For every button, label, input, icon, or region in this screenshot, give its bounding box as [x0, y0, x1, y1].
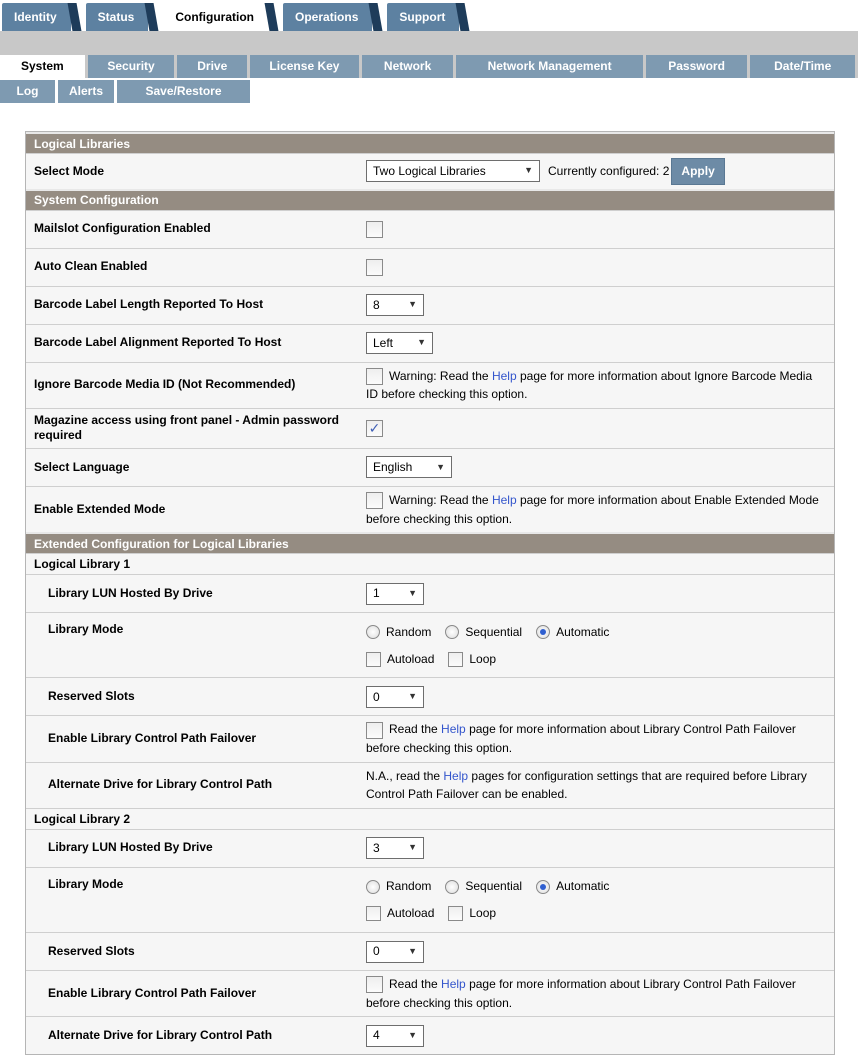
library1-alternate-note-text: N.A., read the	[366, 768, 444, 783]
row-library1-failover	[26, 715, 834, 761]
library1-mode-radios-random[interactable]	[366, 625, 380, 639]
chevron-down-icon: ▼	[417, 337, 426, 348]
select-mode-label: Select Mode	[34, 163, 105, 178]
barcode-alignment-dropdown-select[interactable]	[366, 332, 433, 354]
row-barcode-label-length	[26, 286, 834, 324]
subtab-row-2	[0, 80, 858, 103]
library1-mode-checks	[366, 649, 824, 668]
language-dropdown-value: English	[373, 460, 413, 475]
library2-alternate-drive-control	[366, 1021, 834, 1051]
subtab-network-management[interactable]: Network Management	[456, 55, 642, 78]
row-library2-mode	[26, 867, 834, 932]
ignore-barcode-warning-text: page for more information about Ignore Barcode Media ID before checking this option.	[366, 368, 813, 402]
enable-extended-mode-control	[366, 487, 834, 532]
configuration-table	[25, 131, 835, 1055]
library1-mode-checks-loop-label: Loop	[469, 651, 497, 666]
library1-reserved-dropdown-value: 0	[373, 689, 380, 704]
chevron-down-icon: ▼	[524, 165, 533, 176]
auto-clean-control	[366, 254, 834, 281]
chevron-down-icon: ▼	[408, 1029, 417, 1040]
tab-configuration[interactable]: Configuration	[163, 3, 268, 31]
extended-configuration-header: Extended Configuration for Logical Libraries	[26, 532, 834, 553]
library2-mode-label: Library Mode	[48, 876, 124, 891]
row-magazine-access	[26, 408, 834, 448]
logical-library-2-subheader: Logical Library 2	[26, 808, 834, 829]
library2-mode-radios-random[interactable]	[366, 880, 380, 894]
library1-mode-radios-automatic-label: Automatic	[556, 624, 610, 639]
extended-mode-checkbox[interactable]	[366, 492, 383, 509]
barcode-length-dropdown-select[interactable]	[366, 294, 424, 316]
library2-alternate-drive-label: Alternate Drive for Library Control Path	[48, 1027, 273, 1042]
subtab-band	[0, 31, 858, 78]
library1-mode-checks-autoload-label: Autoload	[387, 651, 435, 666]
row-library1-mode	[26, 612, 834, 677]
library1-failover-note	[366, 722, 796, 755]
select-language-control	[366, 452, 834, 482]
subtab-network[interactable]: Network	[362, 55, 454, 78]
barcode-label-alignment-control	[366, 328, 834, 358]
library2-mode-checks	[366, 904, 824, 923]
library2-lun-control	[366, 833, 834, 863]
library1-lun-dropdown-select[interactable]	[366, 583, 424, 605]
tab-status[interactable]: Status	[86, 3, 149, 31]
row-ignore-barcode-media-id	[26, 362, 834, 408]
help-link[interactable]: Help	[491, 368, 517, 383]
ignore-barcode-media-id-control	[366, 363, 834, 408]
row-library1-lun	[26, 574, 834, 612]
subtab-alerts[interactable]: Alerts	[58, 80, 114, 103]
tab-support[interactable]: Support	[387, 3, 459, 31]
library2-lun-label: Library LUN Hosted By Drive	[48, 840, 213, 855]
barcode-label-length-control	[366, 290, 834, 320]
library1-mode-checks-autoload-checkbox[interactable]	[366, 652, 381, 667]
library1-mode-radios	[366, 622, 824, 641]
library2-reserved-dropdown-select[interactable]	[366, 941, 424, 963]
library1-mode-radios-sequential[interactable]	[445, 625, 459, 639]
library1-mode-control	[366, 613, 834, 677]
subtab-license-key[interactable]: License Key	[250, 55, 359, 78]
tab-operations[interactable]: Operations	[283, 3, 372, 31]
barcode-label-length-label: Barcode Label Length Reported To Host	[34, 297, 264, 312]
subtab-log[interactable]: Log	[0, 80, 55, 103]
library1-mode-checks-loop-checkbox[interactable]	[448, 652, 463, 667]
help-link[interactable]: Help	[441, 722, 466, 737]
auto-clean-checkbox[interactable]	[366, 259, 383, 276]
library2-failover-checkbox[interactable]	[366, 976, 383, 993]
subtab-save-restore[interactable]: Save/Restore	[117, 80, 250, 103]
library2-mode-radios-automatic[interactable]	[536, 880, 550, 894]
library1-alternate-drive-label: Alternate Drive for Library Control Path	[48, 777, 273, 792]
library2-mode-checks-autoload-label: Autoload	[387, 906, 435, 921]
subtab-password[interactable]: Password	[646, 55, 748, 78]
row-enable-extended-mode	[26, 486, 834, 532]
select-mode-dropdown-select[interactable]	[366, 160, 540, 182]
ignore-barcode-warning	[366, 369, 812, 402]
library1-mode-label: Library Mode	[48, 622, 124, 637]
row-library2-reserved-slots	[26, 932, 834, 970]
library1-mode-radios-sequential-label: Sequential	[465, 624, 523, 639]
tab-identity[interactable]: Identity	[2, 3, 71, 31]
library1-reserved-slots-label: Reserved Slots	[48, 689, 135, 704]
help-link[interactable]: Help	[441, 977, 466, 992]
barcode-label-alignment-label: Barcode Label Alignment Reported To Host	[34, 335, 282, 350]
library2-alternate-dropdown-select[interactable]	[366, 1025, 424, 1047]
subtab-drive[interactable]: Drive	[177, 55, 247, 78]
library1-lun-control	[366, 579, 834, 609]
library1-failover-note-text: Read the	[389, 722, 442, 737]
apply-button[interactable]: Apply	[671, 158, 724, 185]
library1-lun-label: Library LUN Hosted By Drive	[48, 585, 213, 600]
chevron-down-icon: ▼	[436, 461, 445, 472]
barcode-length-dropdown-value: 8	[373, 297, 380, 312]
language-dropdown-select[interactable]	[366, 456, 452, 478]
logical-library-1-subheader: Logical Library 1	[26, 553, 834, 574]
library2-mode-radios-sequential-label: Sequential	[465, 879, 523, 894]
library2-mode-radios-automatic-label: Automatic	[556, 879, 610, 894]
row-select-mode	[26, 153, 834, 189]
row-library2-lun	[26, 829, 834, 867]
library1-alternate-note-text: pages for configuration settings that are required before Library Control Path Failover can be enabled.	[366, 768, 807, 802]
select-language-label: Select Language	[34, 459, 130, 474]
help-link[interactable]: Help	[443, 768, 469, 783]
extended-mode-warning-text: page for more information about Enable Extended Mode before checking this option.	[366, 492, 819, 526]
barcode-alignment-dropdown-value: Left	[373, 335, 394, 350]
row-auto-clean	[26, 248, 834, 286]
library2-failover-note-text: Read the	[389, 977, 442, 992]
library2-failover-note	[366, 977, 796, 1010]
library1-failover-label: Enable Library Control Path Failover	[48, 731, 257, 746]
extended-mode-warning-text: Warning: Read the	[389, 492, 492, 507]
row-library1-reserved-slots	[26, 677, 834, 715]
library2-reserved-slots-label: Reserved Slots	[48, 943, 135, 958]
row-library1-alternate-drive	[26, 762, 834, 808]
library1-failover-note-text: page for more information about Library Control Path Failover before checking this option.	[366, 722, 796, 755]
chevron-down-icon: ▼	[408, 945, 417, 956]
magazine-access-label: Magazine access using front panel - Admin password required	[34, 412, 339, 443]
chevron-down-icon: ▼	[408, 587, 417, 598]
library2-mode-radios	[366, 877, 824, 896]
mailslot-configuration-control	[366, 216, 834, 243]
select-mode-dropdown-value: Two Logical Libraries	[373, 164, 486, 178]
subtab-row-1	[0, 55, 858, 78]
library2-mode-radios-random-label: Random	[386, 879, 432, 894]
library2-mode-control	[366, 868, 834, 932]
subtab-system[interactable]: System	[0, 55, 85, 78]
row-barcode-label-alignment	[26, 324, 834, 362]
extended-mode-warning	[366, 493, 819, 526]
library1-reserved-dropdown-select[interactable]	[366, 686, 424, 708]
row-mailslot-configuration	[26, 210, 834, 248]
mailslot-configuration-checkbox[interactable]	[366, 221, 383, 238]
logical-libraries-header: Logical Libraries	[26, 132, 834, 153]
library2-lun-dropdown-value: 3	[373, 840, 380, 855]
library1-failover-control	[366, 716, 834, 761]
ignore-barcode-warning-text: Warning: Read the	[389, 368, 492, 383]
library1-alternate-drive-control	[366, 763, 834, 808]
mailslot-configuration-label: Mailslot Configuration Enabled	[34, 221, 211, 236]
library1-mode-radios-random-label: Random	[386, 624, 432, 639]
currently-configured-text: Currently configured: 2	[548, 164, 670, 178]
library2-reserved-dropdown-value: 0	[373, 944, 380, 959]
main-tab-bar	[0, 0, 858, 31]
row-library2-alternate-drive	[26, 1016, 834, 1054]
chevron-down-icon: ▼	[408, 690, 417, 701]
enable-extended-mode-label: Enable Extended Mode	[34, 501, 166, 516]
library1-lun-dropdown-value: 1	[373, 586, 380, 601]
chevron-down-icon: ▼	[408, 842, 417, 853]
magazine-access-checkbox[interactable]: ✓	[366, 420, 383, 437]
library2-mode-radios-sequential[interactable]	[445, 880, 459, 894]
library2-mode-checks-autoload-checkbox[interactable]	[366, 906, 381, 921]
library1-mode-radios-automatic[interactable]	[536, 625, 550, 639]
system-configuration-header: System Configuration	[26, 189, 834, 210]
auto-clean-label: Auto Clean Enabled	[34, 259, 148, 274]
row-library2-failover	[26, 970, 834, 1016]
library2-failover-label: Enable Library Control Path Failover	[48, 985, 257, 1000]
library1-failover-checkbox[interactable]	[366, 722, 383, 739]
magazine-access-control	[366, 415, 834, 442]
library2-lun-dropdown-select[interactable]	[366, 837, 424, 859]
library2-reserved-slots-control	[366, 937, 834, 967]
chevron-down-icon: ▼	[408, 299, 417, 310]
help-link[interactable]: Help	[491, 492, 517, 507]
library2-alternate-dropdown-value: 4	[373, 1028, 380, 1043]
library2-mode-checks-loop-checkbox[interactable]	[448, 906, 463, 921]
library2-mode-checks-loop-label: Loop	[469, 906, 497, 921]
select-mode-control	[366, 154, 834, 189]
ignore-barcode-checkbox[interactable]	[366, 368, 383, 385]
ignore-barcode-media-id-label: Ignore Barcode Media ID (Not Recommended)	[34, 377, 296, 392]
library1-alternate-note	[366, 769, 807, 802]
library1-reserved-slots-control	[366, 682, 834, 712]
subtab-security[interactable]: Security	[88, 55, 175, 78]
subtab-date-time[interactable]: Date/Time	[750, 55, 855, 78]
library2-failover-note-text: page for more information about Library Control Path Failover before checking this option.	[366, 977, 796, 1010]
row-select-language	[26, 448, 834, 486]
library2-failover-control	[366, 971, 834, 1016]
